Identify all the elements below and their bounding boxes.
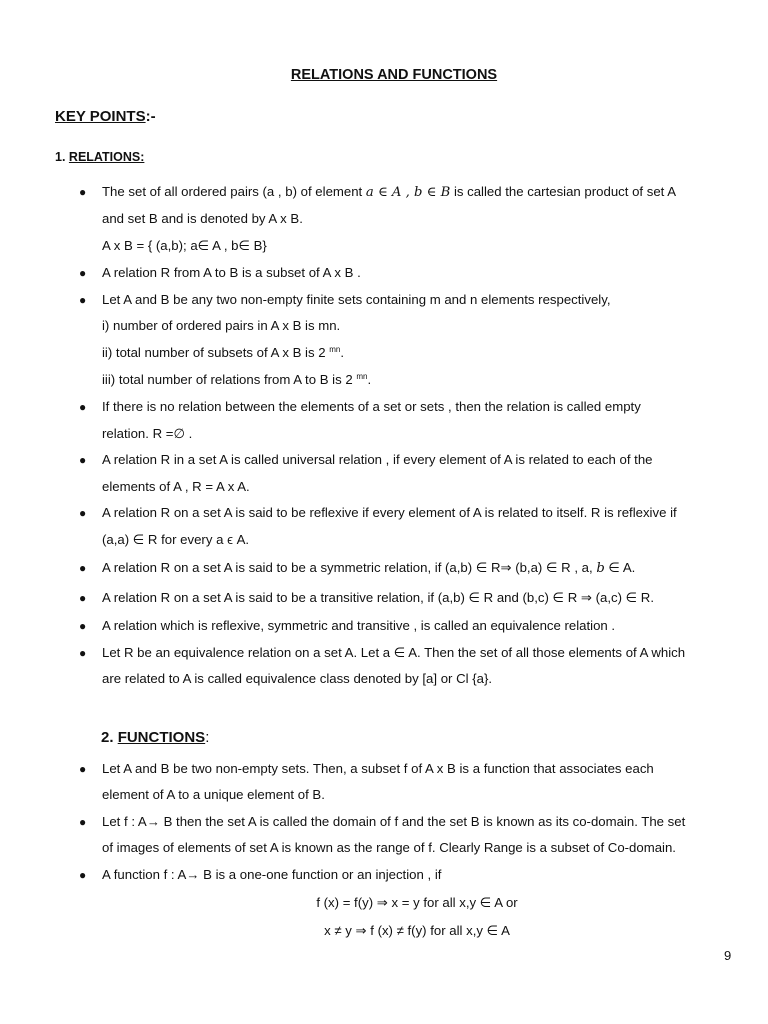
text-line: A relation which is reflexive, symmetric and transitive , is called an equivalence relation .	[102, 618, 616, 633]
page-title: RELATIONS AND FUNCTIONS	[290, 67, 498, 83]
text-span: ii) total number of subsets of A x B is 2	[102, 345, 330, 360]
text-line: A function f : A→ B is a one-one function or an injection , if	[102, 867, 442, 882]
text-line: A relation R on a set A is said to be a transitive relation, if (a,b) ∈ R and (b,c) ∈ R ⇒ (a,c) ∈ R.	[102, 590, 654, 605]
text-line: Let A and B be any two non-empty finite sets containing m and n elements respectively,	[102, 292, 611, 307]
text-line	[102, 184, 676, 200]
text-span: iii) total number of relations from A to B is 2	[102, 372, 357, 387]
text-line: (a,a) ∈ R for every a ϵ A.	[102, 532, 250, 547]
key-points-suffix: :-	[145, 108, 156, 125]
text-line: A relation R in a set A is called universal relation , if every element of A is related to each of the	[102, 452, 653, 467]
bullet-marker: ●	[79, 400, 87, 414]
text-line: Let f : A→ B then the set A is called the domain of f and the set B is known as its co-domain. The set	[102, 814, 686, 829]
bullet-marker: ●	[79, 646, 87, 660]
section-number: 1.	[55, 150, 66, 164]
bullet-marker: ●	[79, 185, 87, 199]
bullet-marker: ●	[79, 266, 87, 280]
section-title: FUNCTIONS	[117, 729, 206, 746]
section-suffix: :	[205, 729, 210, 746]
text-line: A x B = { (a,b); a∈ A , b∈ B}	[102, 238, 267, 253]
bullet-marker: ●	[79, 815, 87, 829]
bullet-marker: ●	[79, 591, 87, 605]
text-line: of images of elements of set A is known as the range of f. Clearly Range is a subset of Co-domain.	[102, 840, 676, 855]
text-line: and set B and is denoted by A x B.	[102, 211, 303, 226]
section-functions-heading	[101, 729, 209, 746]
text-span: .	[367, 372, 372, 387]
bullet-marker: ●	[79, 762, 87, 776]
equation-line: f (x) = f(y) ⇒ x = y for all x,y ∈ A or	[316, 895, 518, 910]
text-span: is called the cartesian product of set A	[450, 184, 677, 199]
text-line	[102, 345, 344, 360]
text-line	[102, 372, 371, 387]
equation-line: x ≠ y ⇒ f (x) ≠ f(y) for all x,y ∈ A	[324, 923, 510, 938]
bullet-marker: ●	[79, 506, 87, 520]
bullet-marker: ●	[79, 619, 87, 633]
text-line	[102, 560, 635, 576]
text-line: are related to A is called equivalence class denoted by [a] or Cl {a}.	[102, 671, 493, 686]
key-points-word: KEY POINTS	[55, 108, 146, 125]
bullet-marker: ●	[79, 453, 87, 467]
section-relations-heading	[55, 150, 144, 164]
text-line: Let R be an equivalence relation on a set A. Let a ∈ A. Then the set of all those elements of A which	[102, 645, 686, 660]
text-line: element of A to a unique element of B.	[102, 787, 325, 802]
text-line: Let A and B be two non-empty sets. Then, a subset f of A x B is a function that associates each	[102, 761, 654, 776]
section-title: RELATIONS:	[68, 150, 145, 164]
section-number: 2.	[101, 729, 114, 746]
page-number: 9	[724, 948, 732, 963]
text-line: A relation R on a set A is said to be reflexive if every element of A is related to itself. R is reflexive if	[102, 505, 677, 520]
math-expression: a ∈ A , b ∈ B	[365, 185, 451, 200]
text-line: elements of A , R = A x A.	[102, 479, 250, 494]
text-span: The set of all ordered pairs (a , b) of element	[102, 184, 366, 199]
bullet-marker: ●	[79, 868, 87, 882]
bullet-marker: ●	[79, 293, 87, 307]
text-line: i) number of ordered pairs in A x B is mn.	[102, 318, 341, 333]
text-line: If there is no relation between the elements of a set or sets , then the relation is called empty	[102, 399, 641, 414]
math-expression: b	[596, 561, 605, 576]
superscript: mn	[329, 345, 341, 354]
text-line: relation. R =∅ .	[102, 426, 193, 441]
text-span: A relation R on a set A is said to be a symmetric relation, if (a,b) ∈ R⇒ (b,a) ∈ R , a,	[102, 560, 597, 575]
bullet-marker: ●	[79, 561, 87, 575]
key-points-heading	[55, 108, 156, 125]
text-line: A relation R from A to B is a subset of A x B .	[102, 265, 361, 280]
superscript: mn	[356, 372, 368, 381]
text-span: .	[340, 345, 345, 360]
text-span: ∈ A.	[604, 560, 636, 575]
